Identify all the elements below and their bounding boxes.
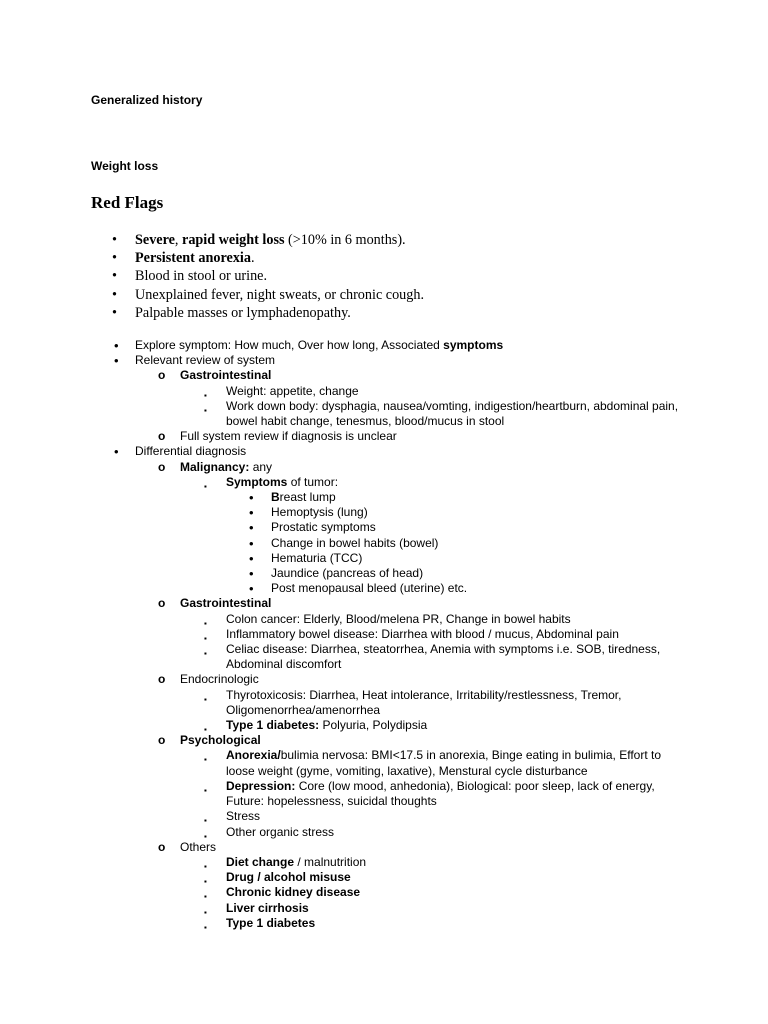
list-item: o Gastrointestinal: [158, 368, 272, 383]
list-item: ▪ Thyrotoxicosis: Diarrhea, Heat intolerance, Irritability/restlessness, Tremor, Oligomenorrhea/amenorrhea: [204, 687, 622, 717]
bullet-icon: •: [114, 444, 119, 460]
list-item: ▪ Chronic kidney disease: [0, 885, 768, 900]
list-item: ▪ Weight: appetite, change: [0, 384, 768, 399]
heading-red-flags: Red Flags: [91, 193, 164, 212]
list-item: o Others: [158, 839, 217, 854]
bullet-icon: •: [112, 232, 117, 248]
square-bullet-icon: ▪: [204, 725, 207, 735]
circle-bullet-icon: o: [158, 596, 166, 611]
square-bullet-icon: ▪: [204, 633, 207, 643]
bullet-icon: •: [249, 520, 254, 536]
list-item: • Breast lump: [249, 490, 336, 506]
list-item: o Endocrinologic: [158, 672, 259, 687]
list-item: ▪ Stress: [0, 809, 768, 824]
square-bullet-icon: ▪: [204, 618, 207, 628]
list-item: ▪ Colon cancer: Elderly, Blood/melena PR, Change in bowel habits: [0, 612, 768, 627]
list-item: ▪ Drug / alcohol misuse: [0, 870, 768, 885]
square-bullet-icon: ▪: [204, 907, 207, 917]
list-item: • Prostatic symptoms: [249, 520, 376, 536]
bullet-icon: •: [112, 286, 117, 303]
list-item: ▪ Other organic stress: [0, 825, 768, 840]
list-item: ▪ Diet change / malnutrition: [0, 855, 768, 870]
list-item: ▪ Type 1 diabetes: [0, 916, 768, 931]
list-item: • Explore symptom: How much, Over how long, Associated symptoms: [114, 338, 504, 353]
square-bullet-icon: ▪: [204, 481, 207, 491]
square-bullet-icon: ▪: [204, 922, 207, 932]
bullet-icon: •: [249, 550, 254, 566]
square-bullet-icon: ▪: [204, 405, 207, 415]
bullet-icon: •: [112, 268, 117, 285]
list-item: ▪ Inflammatory bowel disease: Diarrhea with blood / mucus, Abdominal pain: [0, 627, 768, 642]
square-bullet-icon: ▪: [204, 755, 207, 765]
list-item: o Gastrointestinal: [158, 596, 272, 611]
list-item: • Change in bowel habits (bowel): [249, 535, 439, 551]
bullet-icon: •: [249, 566, 254, 582]
list-item: • Persistent anorexia.: [112, 250, 255, 267]
square-bullet-icon: ▪: [204, 390, 207, 400]
bullet-icon: •: [112, 250, 117, 267]
list-item: ▪ Type 1 diabetes: Polyuria, Polydipsia: [0, 718, 768, 733]
bullet-icon: •: [114, 338, 119, 353]
list-item: • Blood in stool or urine.: [112, 268, 268, 285]
list-item: o Full system review if diagnosis is unclear: [158, 429, 397, 444]
heading-weight-loss: Weight loss: [91, 159, 159, 173]
square-bullet-icon: ▪: [204, 877, 207, 887]
list-item: o Psychological: [158, 733, 261, 748]
bullet-icon: •: [114, 353, 119, 369]
square-bullet-icon: ▪: [204, 831, 207, 841]
list-item: • Palpable masses or lymphadenopathy.: [112, 304, 351, 321]
list-item: • Differential diagnosis: [114, 444, 247, 460]
list-item: ▪ Symptoms of tumor:: [0, 475, 768, 490]
circle-bullet-icon: o: [158, 672, 166, 687]
square-bullet-icon: ▪: [204, 649, 207, 659]
square-bullet-icon: ▪: [204, 861, 207, 871]
list-item: ▪ Celiac disease: Diarrhea, steatorrhea, Anemia with symptoms i.e. SOB, tiredness, Abdominal discomfort: [204, 642, 661, 672]
list-item: • Jaundice (pancreas of head): [249, 566, 424, 582]
list-item: ▪ Anorexia/bulimia nervosa: BMI<17.5 in anorexia, Binge eating in bulimia, Effort to loose weight (gyme, vomiting, laxative), Menstural cycle disturbance: [204, 748, 662, 778]
bullet-icon: •: [112, 304, 117, 321]
square-bullet-icon: ▪: [204, 785, 207, 795]
bullet-icon: •: [249, 581, 254, 597]
list-item: • Hemoptysis (lung): [249, 505, 368, 521]
bullet-icon: •: [249, 505, 254, 521]
heading-generalized-history: Generalized history: [91, 93, 203, 107]
list-item: • Severe, rapid weight loss (>10% in 6 months).: [112, 232, 406, 248]
list-item: ▪ Work down body: dysphagia, nausea/vomting, indigestion/heartburn, abdominal pain, bowel habit change, tenesmus, blood/mucus in stool: [204, 398, 679, 429]
history-outline: [0, 338, 768, 931]
square-bullet-icon: ▪: [204, 694, 207, 704]
circle-bullet-icon: o: [158, 368, 166, 383]
circle-bullet-icon: o: [158, 839, 166, 854]
square-bullet-icon: ▪: [204, 892, 207, 902]
bullet-icon: •: [249, 535, 254, 551]
circle-bullet-icon: o: [158, 429, 166, 444]
circle-bullet-icon: o: [158, 459, 166, 474]
list-item: • Hematuria (TCC): [249, 550, 363, 566]
bullet-icon: •: [249, 490, 254, 506]
list-item: o Malignancy: any: [158, 459, 273, 474]
list-item: ▪ Liver cirrhosis: [0, 901, 768, 916]
list-item: • Post menopausal bleed (uterine) etc.: [249, 581, 468, 597]
red-flags-list: [91, 231, 731, 322]
square-bullet-icon: ▪: [204, 816, 207, 826]
list-item: • Relevant review of system: [114, 353, 276, 369]
list-item: • Unexplained fever, night sweats, or chronic cough.: [112, 286, 425, 303]
list-item: ▪ Depression: Core (low mood, anhedonia), Biological: poor sleep, lack of energy, Future: hopelessness, suicidal thoughts: [204, 778, 655, 809]
circle-bullet-icon: o: [158, 733, 166, 748]
